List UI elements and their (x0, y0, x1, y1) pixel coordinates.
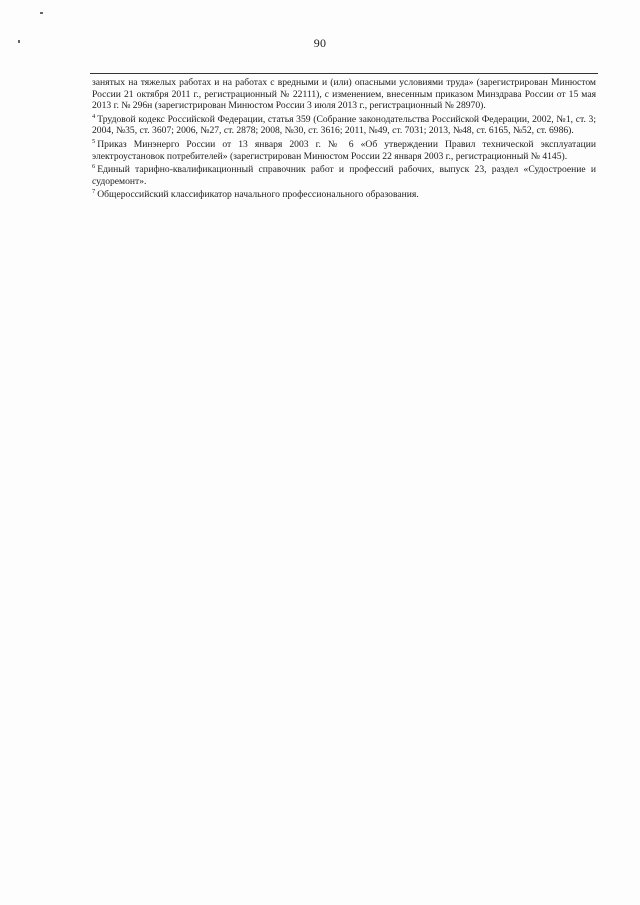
footnote-text: Трудовой кодекс Российской Федерации, статья 359 (Собрание законодательства Российской Федерации, 2002, №1, ст. 3; 2004, №35, ст. 3607; 2006, №27, ст. 2878; 2008, №30, ст. 3616; 2011, №49, ст. 7031; 2013, №48, ст. 6165, №52, ст. 6986). (92, 113, 596, 137)
footnote-mark: 6 (92, 163, 96, 171)
page-number: 90 (313, 36, 327, 50)
footnote-7 (92, 189, 596, 201)
footnote-continued (92, 77, 596, 112)
scan-speck (40, 12, 43, 14)
footnote-mark: 5 (92, 137, 96, 145)
footnote-separator (90, 73, 598, 74)
footnote-4 (92, 114, 596, 137)
footnote-text: Единый тарифно-квалификационный справочник работ и профессий рабочих, выпуск 23, раздел «Судостроение и судоремонт». (92, 164, 596, 187)
footnote-text: Общероссийский классификатор начального профессионального образования. (97, 189, 419, 201)
footnote-6 (92, 164, 596, 187)
footnote-5 (92, 139, 596, 162)
footnote-text: занятых на тяжелых работах и на работах с вредными и (или) опасными условиями труда» (зарегистрирован Минюстом России 21 октября 2011 г., регистрационный № 22111), с изменением, внесенным приказом Минздрава России от 15 мая 2013 г. № 296н (зарегистрирован Минюстом России 3 июля 2013 г., регистрационный № 28970). (92, 77, 596, 112)
footnotes-block (92, 77, 596, 201)
footnote-mark: 4 (92, 112, 96, 120)
footnote-text: Приказ Минэнерго России от 13 января 2003 г. № 6 «Об утверждении Правил технической эксплуатации электроустановок потребителей» (зарегистрирован Минюстом России 22 января 2003 г., регистрационный № 4145). (92, 138, 596, 162)
footnote-mark: 7 (92, 188, 96, 196)
